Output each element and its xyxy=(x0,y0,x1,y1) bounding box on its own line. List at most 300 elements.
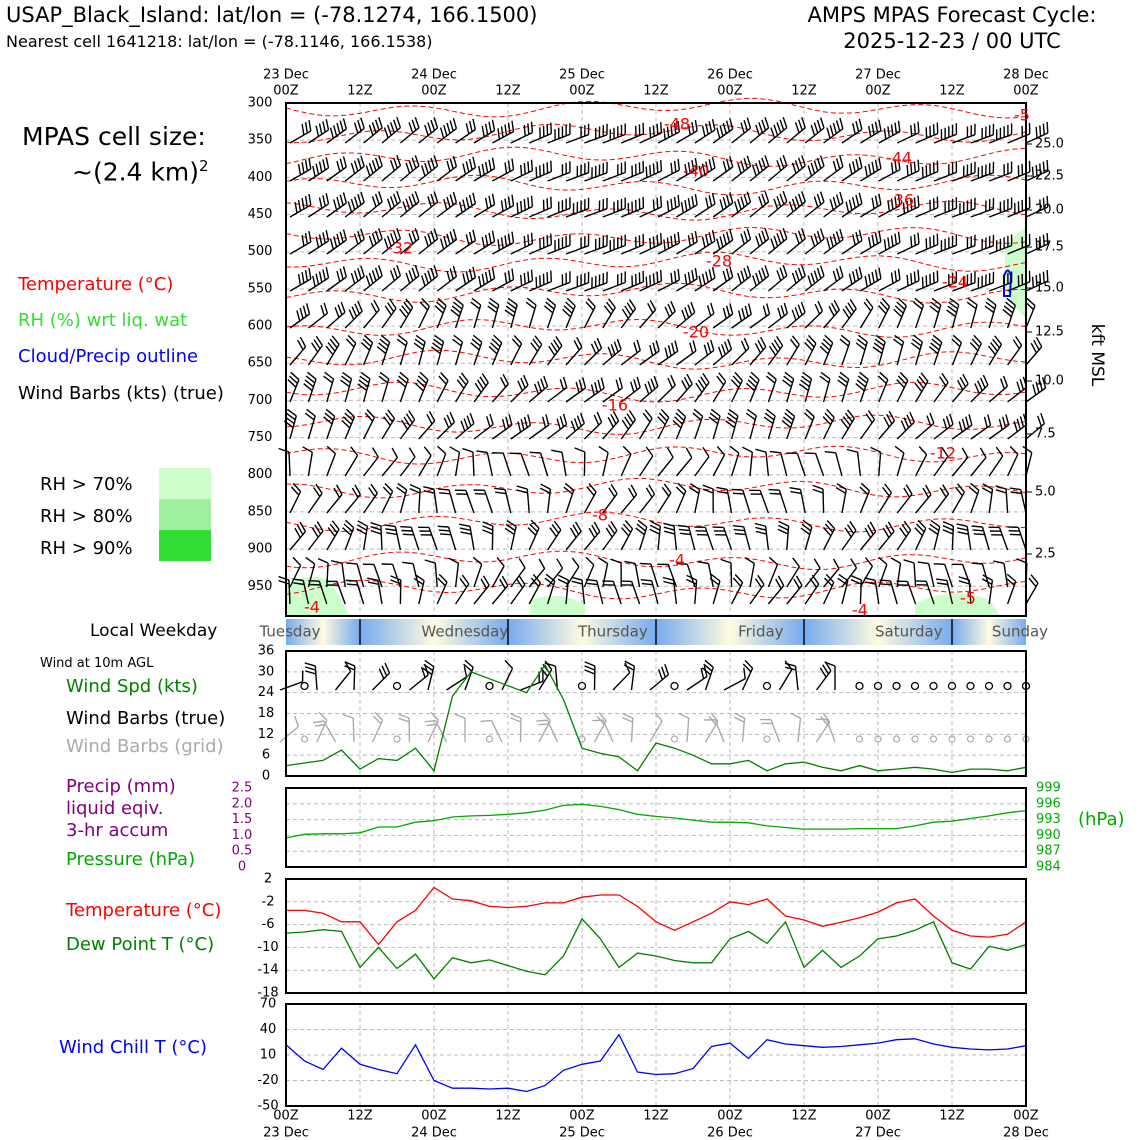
station-title: USAP_Black_Island: lat/lon = (-78.1274, 166.1500) xyxy=(6,3,538,27)
pressure-tick-label: 900 xyxy=(247,541,273,557)
calm-circle xyxy=(764,683,771,690)
pressure-tick-label: 993 xyxy=(1036,812,1061,828)
wind-barb xyxy=(511,415,531,439)
wind-barb xyxy=(400,191,419,217)
wind-barb xyxy=(510,453,529,476)
precip-tick-label: 0.5 xyxy=(231,843,253,859)
wind-barb xyxy=(904,560,916,587)
wind-barb xyxy=(599,447,608,477)
wind-barb xyxy=(879,484,892,513)
wind-barb xyxy=(750,575,764,604)
wind-barb xyxy=(750,117,769,143)
wind-barb xyxy=(584,299,595,329)
temperature-contour-label: -5 xyxy=(1014,105,1030,125)
wind-barb xyxy=(621,410,635,439)
wind-tick-label: 24 xyxy=(257,685,275,701)
top-time-tick: 12Z xyxy=(643,83,669,99)
wind-barb xyxy=(805,229,824,254)
temperature-contour xyxy=(286,512,1026,532)
surface-wind-barb-grid xyxy=(313,721,336,742)
temperature-tick-label: -2 xyxy=(261,894,275,910)
wind-barb xyxy=(805,453,824,476)
surface-wind-barb xyxy=(650,664,668,690)
kft-tick-label: 7.5 xyxy=(1035,426,1056,442)
wind-barb xyxy=(695,340,714,365)
bottom-time-tick: 12Z xyxy=(939,1108,965,1124)
kft-tick-label: 12.5 xyxy=(1035,324,1064,340)
wind-barb xyxy=(529,336,542,365)
wind-barb xyxy=(787,191,806,217)
wind-barb xyxy=(842,267,862,291)
wind-barb xyxy=(640,485,655,513)
temperature-contour-label: -4 xyxy=(852,600,868,620)
pressure-tick-label: 999 xyxy=(1036,780,1061,796)
wind-barb xyxy=(709,409,720,439)
legend-dewpoint: Dew Point T (°C) xyxy=(66,934,215,955)
top-date-label: 23 Dec xyxy=(263,67,309,83)
wind-barb xyxy=(842,521,856,550)
wind-barb xyxy=(528,520,539,550)
pressure-tick-label: 850 xyxy=(247,504,273,520)
wind-barb xyxy=(290,303,310,328)
temperature-contour-label: -4 xyxy=(669,550,685,570)
surface-wind-barb xyxy=(410,664,429,690)
windchill-tick-label: 10 xyxy=(259,1047,277,1063)
wind-barb xyxy=(879,298,890,328)
pressure-tick-label: 950 xyxy=(247,578,273,594)
wind-barb xyxy=(824,192,843,217)
weekday-label: Wednesday xyxy=(421,622,509,641)
wind-barb xyxy=(437,373,448,403)
top-time-tick: 00Z xyxy=(717,83,743,99)
wind-barb xyxy=(856,372,868,402)
wind-barb xyxy=(996,486,1008,513)
wind-barb xyxy=(621,485,636,513)
wind-barb xyxy=(805,335,816,365)
temperature-contour xyxy=(286,98,1026,118)
wind-barb xyxy=(397,483,407,513)
top-date-label: 27 Dec xyxy=(855,67,901,83)
kft-tick-label: 22.5 xyxy=(1035,168,1064,184)
rh-fill-patch xyxy=(530,596,585,616)
wind-barb xyxy=(551,450,566,476)
wind-barb xyxy=(488,298,499,328)
temperature-contour xyxy=(286,415,1026,434)
temperature-contour-label: -16 xyxy=(601,395,629,415)
wind-barb xyxy=(1006,574,1016,604)
wind-barb xyxy=(327,521,339,550)
weekday-label: Tuesday xyxy=(259,622,321,641)
wind-barb xyxy=(438,526,456,550)
wind-barb xyxy=(290,522,305,550)
wind-barb xyxy=(658,448,673,476)
wind-barb xyxy=(1026,337,1042,365)
temperature-tick-label: -10 xyxy=(257,939,279,955)
wind-barb xyxy=(787,302,805,328)
wind-barb xyxy=(650,521,661,550)
wind-barb xyxy=(526,298,536,328)
calm-circle-grid xyxy=(912,736,918,742)
wind-barb xyxy=(603,124,625,144)
wind-barb xyxy=(957,524,971,550)
wind-barb xyxy=(732,575,743,605)
wind-barb xyxy=(787,336,800,365)
kft-tick-label: 5.0 xyxy=(1035,484,1056,500)
wind-barb xyxy=(663,578,677,605)
wind-barb xyxy=(459,524,474,550)
bottom-time-tick: 00Z xyxy=(717,1108,743,1124)
calm-circle xyxy=(486,683,493,690)
wind-barb xyxy=(915,520,926,550)
surface-wind-barb-grid xyxy=(623,714,633,742)
wind-barb xyxy=(382,299,396,328)
wind-barb xyxy=(993,561,1007,587)
calm-circle xyxy=(1004,683,1011,690)
wind-barb xyxy=(897,233,919,254)
surface-wind-barb xyxy=(336,662,351,690)
wind-barb xyxy=(686,575,696,604)
wind-barb xyxy=(695,119,715,143)
wind-barb xyxy=(364,300,380,328)
wind-barb xyxy=(916,485,931,513)
wind-barb xyxy=(841,410,854,439)
calm-circle-grid xyxy=(672,736,678,742)
wind-barb xyxy=(676,340,696,365)
wind-barb xyxy=(732,192,751,217)
windchill-tick-label: -20 xyxy=(257,1073,279,1088)
calm-circle-grid xyxy=(857,736,863,742)
wind-barb xyxy=(456,373,469,402)
wind-barb xyxy=(676,448,691,476)
wind-barb xyxy=(437,229,456,254)
wind-barb xyxy=(695,447,709,476)
wind-barb xyxy=(290,194,311,217)
temperature-contour-label: -20 xyxy=(682,322,710,342)
wind-barb xyxy=(787,155,806,181)
wind-barb xyxy=(438,489,456,513)
pressure-tick-label: 400 xyxy=(247,169,273,185)
wind-barb xyxy=(290,337,306,365)
pressure-tick-label: 700 xyxy=(247,392,273,408)
wind-barb xyxy=(879,121,900,143)
wind-barb xyxy=(410,485,420,513)
legend-temperature: Temperature (°C) xyxy=(18,274,174,295)
wind-barb xyxy=(382,265,400,291)
wind-barb xyxy=(449,558,459,587)
wind-barb xyxy=(456,575,469,604)
wind-barb xyxy=(769,490,787,513)
wind-barb xyxy=(584,557,593,587)
wind-barb xyxy=(364,448,379,476)
wind-barb xyxy=(391,576,401,604)
wind-barb xyxy=(529,414,549,439)
bottom-time-tick: 00Z xyxy=(1013,1108,1039,1124)
wind-barb xyxy=(916,413,934,439)
cell-size-text: ~(2.4 km) xyxy=(72,157,199,187)
wind-barb xyxy=(603,272,625,292)
windchill-tick-label: -50 xyxy=(257,1098,279,1114)
wind-barb xyxy=(749,490,768,513)
wind-barb xyxy=(713,373,726,402)
surface-wind-barb-grid xyxy=(817,713,830,742)
wind-barb xyxy=(989,527,1008,550)
calm-circle-grid xyxy=(302,736,308,742)
wind-barb xyxy=(564,483,574,513)
wind-barb xyxy=(346,563,364,587)
wind-barb xyxy=(456,157,476,181)
wind-barb xyxy=(566,522,581,550)
wind-barb xyxy=(690,484,700,513)
temperature-contour-label: -28 xyxy=(705,251,733,271)
wind-barb xyxy=(511,575,525,604)
wind-barb xyxy=(745,558,754,587)
wind-barb xyxy=(1008,414,1027,439)
wind-barb xyxy=(474,374,488,403)
temperature-contour-label: -24 xyxy=(941,272,969,292)
wind-barb xyxy=(364,265,383,291)
wind-barb xyxy=(544,298,555,328)
wind-barb xyxy=(364,484,378,513)
wind-barb xyxy=(982,484,992,513)
temperature-tick-label: -14 xyxy=(257,962,279,978)
wind-barb xyxy=(511,233,533,254)
wind-barb xyxy=(492,414,512,439)
wind-barb xyxy=(895,446,904,476)
surface-wind-barb-grid xyxy=(706,713,718,742)
bottom-date-label: 27 Dec xyxy=(855,1125,901,1140)
pressure-tick-label: 300 xyxy=(247,95,273,111)
weekday-label: Friday xyxy=(738,622,784,641)
surface-wind-barb xyxy=(305,663,317,690)
wind-barb xyxy=(345,229,364,254)
top-time-tick: 00Z xyxy=(865,83,891,99)
wind-barb xyxy=(566,377,586,402)
wind-barb xyxy=(730,446,739,476)
wind-barb xyxy=(621,340,640,365)
bottom-time-tick: 12Z xyxy=(791,1108,817,1124)
wind-barb xyxy=(364,228,383,254)
temperature-contour-label: -40 xyxy=(682,161,710,181)
wind-barb xyxy=(603,411,619,439)
wind-barb xyxy=(824,521,835,551)
wind-barb xyxy=(511,122,533,143)
top-time-tick: 12Z xyxy=(495,83,521,99)
wind-barb xyxy=(716,487,731,513)
temperature-contour-label: -32 xyxy=(386,238,414,258)
wind-barb xyxy=(768,303,787,328)
wind-barb xyxy=(308,230,328,254)
wind-barb xyxy=(492,232,513,254)
surface-wind-barb xyxy=(373,663,390,690)
wind-tick-label: 30 xyxy=(257,664,275,680)
wind-barb xyxy=(324,409,335,439)
surface-wind-barb xyxy=(817,662,831,691)
pressure-tick-label: 350 xyxy=(247,132,273,148)
wind-barb xyxy=(813,485,824,513)
wind-barb xyxy=(425,560,438,587)
wind-barb xyxy=(1007,527,1026,550)
wind-barb xyxy=(805,266,824,291)
legend-pressure: Pressure (hPa) xyxy=(66,849,196,870)
wind-barb xyxy=(382,191,400,217)
top-time-tick: 00Z xyxy=(421,83,447,99)
wind-barb xyxy=(750,228,769,254)
precip-tick-label: 0 xyxy=(237,859,247,875)
wind-barb xyxy=(437,266,456,291)
wind-barb xyxy=(658,301,675,328)
wind-barb xyxy=(304,372,316,402)
weekday-label: Thursday xyxy=(577,622,648,641)
wind-barb xyxy=(419,298,430,328)
wind-barb xyxy=(437,574,447,604)
precip-tick-label: 1.5 xyxy=(231,812,253,828)
calm-circle xyxy=(967,683,974,690)
kft-tick-label: 15.0 xyxy=(1035,280,1064,296)
windchill-tick-label: 40 xyxy=(259,1022,277,1037)
wind-barb xyxy=(1023,446,1032,476)
surface-wind-barb-grid xyxy=(280,716,298,742)
weekday-label: Saturday xyxy=(875,622,943,641)
wind-tick-label: 6 xyxy=(261,747,271,763)
pressure-tick-label: 987 xyxy=(1036,843,1061,859)
top-time-tick: 00Z xyxy=(569,83,595,99)
calm-circle-grid xyxy=(968,736,974,742)
wind-barb xyxy=(842,157,862,181)
top-time-tick: 00Z xyxy=(1013,83,1039,99)
bottom-time-tick: 12Z xyxy=(643,1108,669,1124)
wind-barb xyxy=(566,337,582,365)
wind-barb xyxy=(894,335,904,365)
pressure-tick-label: 800 xyxy=(247,467,273,483)
wind-barb xyxy=(586,580,603,605)
kft-tick-label: 20.0 xyxy=(1035,202,1064,218)
legend-rh90: RH > 90% xyxy=(40,538,133,559)
wind-barb xyxy=(327,118,347,143)
wind-barb xyxy=(847,450,861,477)
wind-barb xyxy=(676,483,686,513)
calm-circle-grid xyxy=(394,736,400,742)
wind-barb xyxy=(288,372,299,402)
wind-barb xyxy=(419,118,438,144)
wind-barb xyxy=(750,265,769,291)
precip-tick-label: 1.0 xyxy=(231,827,253,843)
cell-size-label: MPAS cell size: xyxy=(22,122,206,151)
forecast-cycle-date: 2025-12-23 / 00 UTC xyxy=(843,29,1061,53)
wind-barb xyxy=(362,335,373,365)
wind-barb xyxy=(842,230,862,254)
wind-barb xyxy=(345,335,356,365)
wind-barb xyxy=(894,298,907,328)
wind-barb xyxy=(437,192,456,217)
surface-wind-barb-grid xyxy=(343,715,354,743)
pressure-tick-label: 550 xyxy=(247,281,273,297)
wind-barb xyxy=(695,373,709,402)
wind-barb xyxy=(971,415,991,439)
temperature-contour-label: -44 xyxy=(885,148,913,168)
temperature-contour-label: -36 xyxy=(887,190,915,210)
wind-barb xyxy=(783,372,794,402)
wind-barb xyxy=(897,270,919,291)
wind-barb xyxy=(382,410,395,439)
wind-barb xyxy=(584,235,607,254)
wind-barb xyxy=(726,409,738,439)
bottom-time-tick: 00Z xyxy=(421,1108,447,1124)
wind-barb xyxy=(414,335,425,365)
wind-barb xyxy=(824,559,839,587)
wind-barb xyxy=(750,303,770,328)
wind-barb xyxy=(482,522,492,550)
wind-barb xyxy=(382,448,397,476)
wind-barb xyxy=(492,121,513,143)
surface-wind-barb-grid xyxy=(679,713,689,742)
wind-barb xyxy=(971,448,986,476)
legend-precip-liquid: liquid eqiv. xyxy=(66,798,164,819)
temperature-contour-label: -5 xyxy=(960,588,976,608)
wind-barb xyxy=(911,335,922,365)
wind-barb xyxy=(327,192,347,217)
wind-barb xyxy=(327,446,336,476)
surface-wind-barb-grid xyxy=(595,713,607,742)
wind-barb xyxy=(1008,446,1018,476)
wind-barb xyxy=(455,490,474,513)
wind-barb xyxy=(750,337,766,365)
wind-barb xyxy=(326,336,339,365)
windchill-tick-label: 70 xyxy=(259,996,277,1012)
wind-10m-label: Wind at 10m AGL xyxy=(40,656,154,671)
wind-barb xyxy=(742,447,752,476)
bottom-time-tick: 00Z xyxy=(569,1108,595,1124)
wind-barb xyxy=(511,375,528,402)
precip-tick-label: 2.5 xyxy=(231,780,253,796)
top-time-tick: 12Z xyxy=(939,83,965,99)
wind-barb xyxy=(474,268,495,291)
calm-circle xyxy=(856,683,863,690)
legend-windchill: Wind Chill T (°C) xyxy=(59,1037,207,1058)
wind-barb xyxy=(419,229,438,255)
wind-barb xyxy=(790,488,806,513)
wind-barb xyxy=(989,447,1003,476)
wind-barb xyxy=(658,484,671,513)
wind-barb xyxy=(842,299,856,328)
wind-barb xyxy=(694,527,713,550)
legend-wind-barbs-grid: Wind Barbs (grid) xyxy=(66,736,224,757)
wind-barb xyxy=(511,160,533,181)
legend-precip-accum: 3-hr accum xyxy=(66,820,169,841)
wind-barb xyxy=(474,490,493,513)
wind-barb xyxy=(584,162,607,181)
wind-barb xyxy=(952,335,962,365)
wind-barb xyxy=(414,575,424,605)
wind-barb xyxy=(873,335,885,365)
wind-barb xyxy=(972,526,990,550)
wind-tick-label: 36 xyxy=(257,643,275,659)
wind-barb xyxy=(768,117,786,143)
wind-barb xyxy=(897,412,914,439)
surface-wind-barb-grid xyxy=(428,712,439,742)
surface-wind-barb xyxy=(447,666,467,690)
wind-barb xyxy=(290,268,311,291)
wind-barb xyxy=(419,266,438,292)
calm-circle-grid xyxy=(1005,736,1011,742)
local-weekday-label: Local Weekday xyxy=(90,621,218,641)
calm-circle xyxy=(893,683,900,690)
top-date-label: 28 Dec xyxy=(1003,67,1049,83)
pressure-unit-label: (hPa) xyxy=(1078,809,1125,830)
wind-tick-label: 0 xyxy=(261,768,271,784)
wind-barb xyxy=(603,521,617,550)
wind-barb xyxy=(400,117,419,143)
top-date-label: 24 Dec xyxy=(411,67,457,83)
